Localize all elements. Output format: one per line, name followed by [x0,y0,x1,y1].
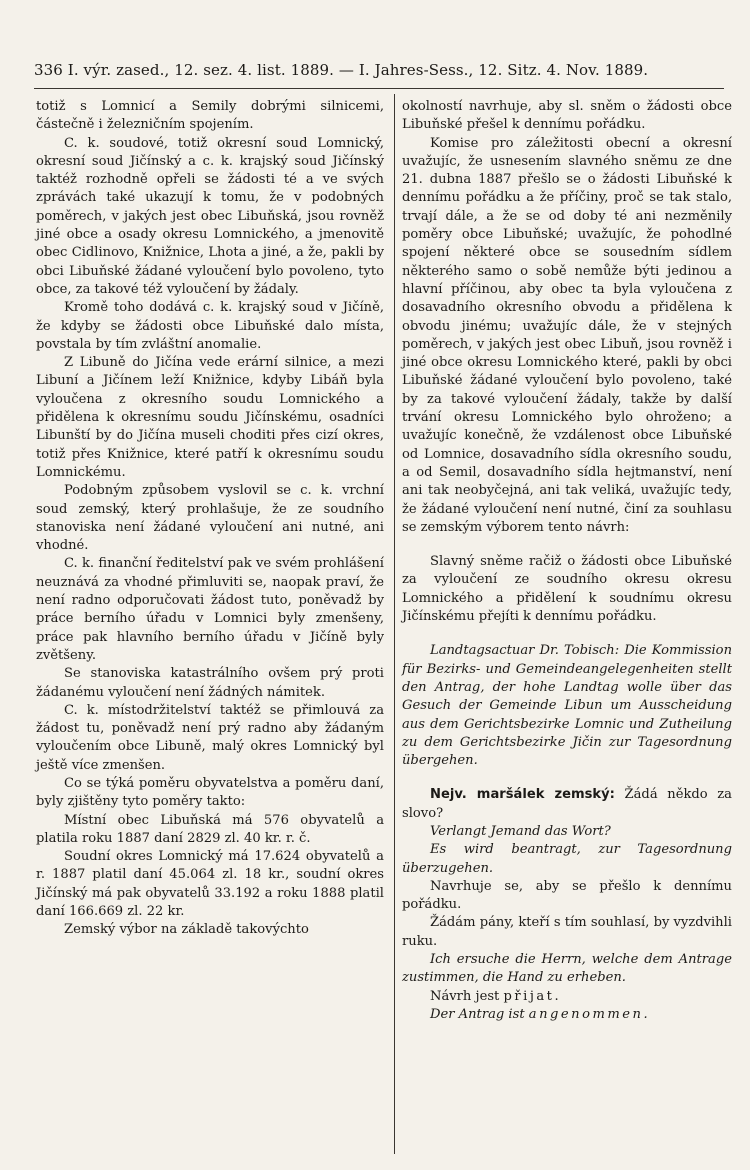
paragraph: Soudní okres Lomnický má 17.624 obyvatelů a r. 1887 platil daní 45.064 zl. 18 kr., soudní okres Jičínský má pak obyvatelů 33.192 a roku 1888 platil daní 166.669 zl. 22 kr. [36,849,384,920]
result-cz [402,988,732,1006]
header-rule [34,88,724,89]
statement-text: Navrhuje se, aby se přešlo k dennímu pořádku. [402,878,732,913]
marshal-statement [402,786,732,823]
paragraph: Z Libuně do Jičína vede erární silnice, a mezi Libuní a Jičínem leží Knižnice, kdyby Libáň byla vyloučena z okresního soudu Lomnického a přidělena k okresnímu soudu Jičínskému, osadníci Libunští by do Jičína museli choditi přes cizí okres, totiž přes Knižnice, které patří k okresnímu soudu Lomnickému. [36,355,384,480]
statement-text: Verlangt Jemand das Wort? [430,823,611,839]
result-de [402,1006,732,1024]
right-column [402,98,732,1024]
paragraph: Zemský výbor na základě takovýchto [64,922,309,938]
motion-paragraph: Slavný sněme račiž o žádosti obce Libuňské za vyloučení ze soudního okresu okresu Lomnického a přidělení k soudnímu okresu Jičínskému přejíti k dennímu pořádku. [402,554,732,625]
statement-text: Die Kommission für Bezirks- und Gemeindeangelegenheiten stellt den Antrag, der hohe Landtag wolle über das Gesuch der Gemeinde Libun um Ausscheidung aus dem Gerichtsbezirke Lomnic und Zutheilung zu dem Gerichtsbezirke Jičin zur Tagesordnung übergehen. [402,643,732,769]
speaker-name: Nejv. maršálek zemský: [430,787,615,803]
landtag-statement [402,642,732,770]
paragraph: Se stanoviska katastrálního ovšem prý proti žádanému vyloučení není žádných námitek. [36,666,384,700]
statement-text: Žádá někdo za slovo? [402,787,732,821]
paragraph: C. k. soudové, totiž okresní soud Lomnický, okresní soud Jičínský a c. k. krajský soud Jičínský taktéž rozhodně opřeli se žádosti té a ve svých zprávách také ukazují k tomu, že v podobných poměrech, v jakých jest obec Libuňská, jsou rovněž jiné obce a osady okresu Lomnického, a jmenovitě obec Cidlinovo, Knižnice, Lhota a jiné, a že, pakli by obci Libuňské žádané vyloučení bylo povoleno, tyto obce, za takové též vyloučení by žádaly. [36,135,384,297]
paragraph: C. k. místodržitelství taktéž se přimlouvá za žádost tu, poněvadž není prý radno aby žádaným vyloučením obce Libuně, malý okres Lomnický byl ještě více zmenšen. [36,702,384,773]
paragraph: Podobným způsobem vyslovil se c. k. vrchní soud zemský, který prohlašuje, že ze soudního stanoviska není žádané vyloučení ani nutné, ani vhodné. [36,483,384,554]
paragraph: okolností navrhuje, aby sl. sněm o žádosti obce Libuňské přešel k dennímu pořádku. [402,99,732,133]
page-header: 336 I. výr. zased., 12. sez. 4. list. 1889. — I. Jahres-Sess., 12. Sitz. 4. Nov. 1889. [34,61,649,79]
result-text: Návrh jest [430,988,500,1004]
result-text: Der Antrag ist [430,1006,525,1022]
paragraph: Kromě toho dodává c. k. krajský soud v Jičíně, že kdyby se žádosti obce Libuňské dalo místa, povstala by tím zvláštní anomalie. [36,300,384,352]
paragraph: totiž s Lomnicí a Semily dobrými silnicemi, částečně i železničním spojením. [36,99,384,133]
left-column [36,98,384,940]
result-word: angenommen. [528,1006,651,1022]
column-divider [394,94,395,1154]
statement-text: Ich ersuche die Herrn, welche dem Antrage zustimmen, die Hand zu erheben. [402,952,732,986]
paragraph: C. k. finanční ředitelství pak ve svém prohlášení neuznává za vhodné přimluviti se, naopak praví, že není radno odporučovati žádost tuto, poněvadž by práce berního úřadu v Lomnici byly zmenšeny, práce pak hlavního berního úřadu v Jičíně byly zvětšeny. [36,556,384,663]
paragraph: Místní obec Libuňská má 576 obyvatelů a platila roku 1887 daní 2829 zl. 40 kr. r. č. [36,812,384,846]
statement-text: Es wird beantragt, zur Tagesordnung überzugehen. [402,842,732,876]
speaker-name: Landtagsactuar Dr. Tobisch: [430,643,620,659]
paragraph: Komise pro záležitosti obecní a okresní uvažujíc, že usnesením slavného sněmu ze dne 21. dubna 1887 přešlo se o žádosti Libuňské k dennímu pořádku a že příčiny, proč se tak stalo, trvají dále, a že se od doby té ani nezměnily poměry obce Libuňské; uvažujíc, že pohodlné spojení některé obce se sousedním sídlem některého samo o sobě nemůže býti jedinou a hlavní příčinou, aby obec ta byla vyloučena z dosavadního okresního obvodu a přidělena k obvodu jinému; uvažujíc dále, že v stejných poměrech, v jakých jest obec Libuň, jsou rovněž i jiné obce okresu Lomnického které, pakli by obci Libuňské žádané vyloučení bylo povoleno, také by za takové vyloučení žádaly, takže by další trvání okresu Lomnického bylo ohroženo; a uvažujíc konečně, že vzdálenost obce Libuňské od Lomnice, dosavadního sídla okresního soudu, a od Semil, dosavadního sídla hejtmanství, není ani tak neobyčejná, ani tak veliká, uvažujíc tedy, že žádané vyloučení není nutné, činí za souhlasu se zemským výborem tento návrh: [402,135,732,535]
result-word: přijat. [503,988,562,1004]
statement-text: Žádám pány, kteří s tím souhlasí, by vyzdvihli ruku. [402,915,732,949]
paragraph: Co se týká poměru obyvatelstva a poměru daní, byly zjištěny tyto poměry takto: [36,775,384,810]
